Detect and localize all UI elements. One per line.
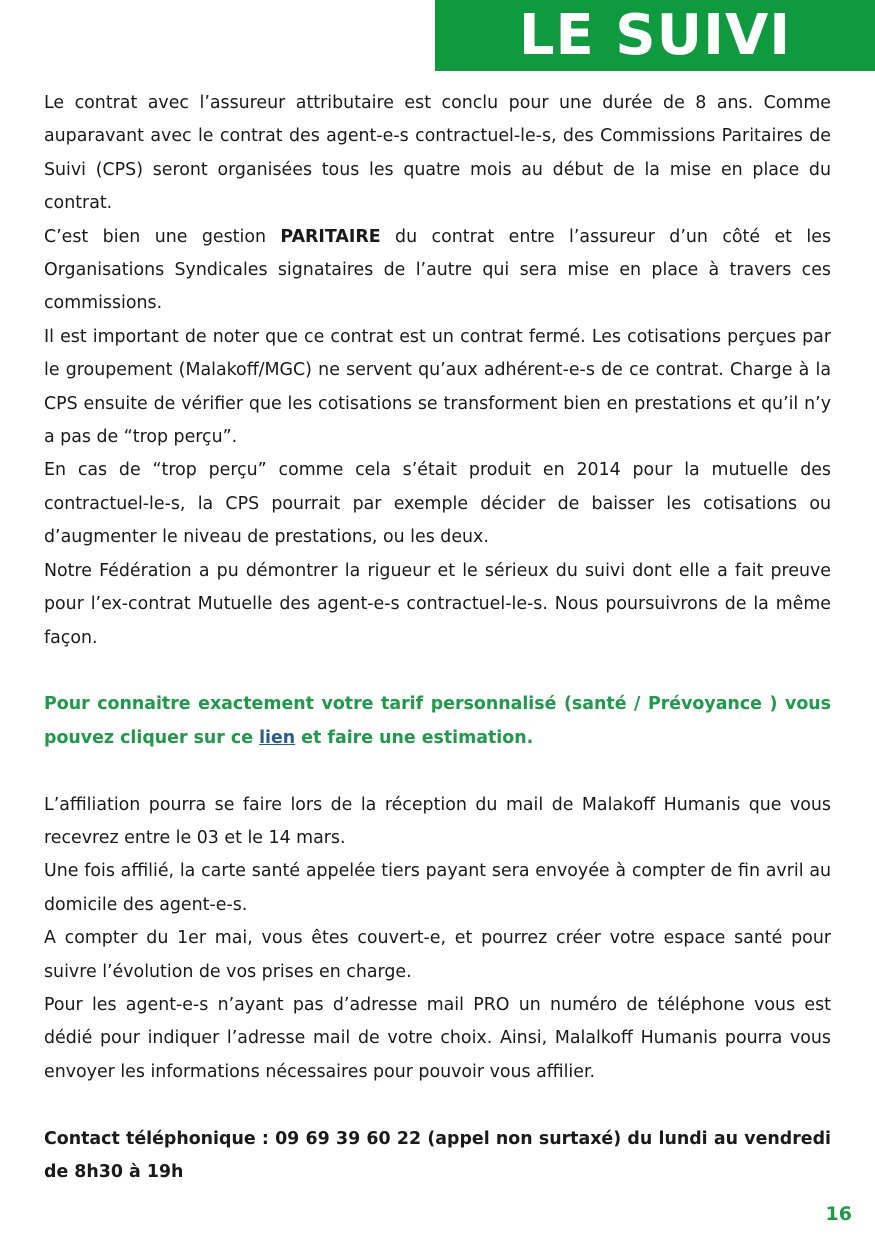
page-number: 16 <box>825 1203 852 1225</box>
section-title-banner <box>435 0 875 71</box>
paragraph-paritaire-text-b: du contrat entre l’assureur d’un côté et les Organisations Syndicales signataires de l’autre qui sera mise en place à travers ces commissions. <box>44 226 832 314</box>
paragraph-contract-duration: Le contrat avec l’assureur attributaire est conclu pour une durée de 8 ans. Comme auparavant avec le contrat des agent-e-s contractuel-le-s, des Commissions Paritaires de Suivi (CPS) seront organisées tous les quatre mois au début de la mise en place du contrat. <box>44 93 831 214</box>
paragraph-paritaire <box>44 221 831 321</box>
estimation-text-b: et faire une estimation. <box>295 727 534 748</box>
paragraph-carte-sante: Une fois affilié, la carte santé appelée tiers payant sera envoyée à compter de fin avril au domicile des agent-e-s. <box>44 861 831 915</box>
paragraph-federation: Notre Fédération a pu démontrer la rigueur et le sérieux du suivi dont elle a fait preuve pour l’ex-contrat Mutuelle des agent-e-s contractuel-le-s. Nous poursuivrons de la même façon. <box>44 560 831 648</box>
estimation-callout <box>44 688 831 755</box>
document-body <box>44 87 831 1189</box>
estimation-link[interactable]: lien <box>259 727 296 748</box>
paragraph-no-pro-mail: Pour les agent-e-s n’ayant pas d’adresse mail PRO un numéro de téléphone vous est dédié pour indiquer l’adresse mail de votre choix. Ainsi, Malalkoff Humanis pourra vous envoyer les informations nécessaires pour pouvoir vous affilier. <box>44 994 831 1082</box>
spacer <box>44 655 831 688</box>
paragraph-couverture: A compter du 1er mai, vous êtes couvert-e, et pourrez créer votre espace santé pour suivre l’évolution de vos prises en charge. <box>44 928 831 982</box>
paragraph-closed-contract: Il est important de noter que ce contrat est un contrat fermé. Les cotisations perçues par le groupement (Malakoff/MGC) ne servent qu’aux adhérent-e-s de ce contrat. Charge à la CPS ensuite de vérifier que les cotisations se transforment bien en prestations et qu’il n’y a pas de “trop perçu”. <box>44 326 831 448</box>
section-title: LE SUIVI <box>518 3 792 68</box>
paragraph-paritaire-text-a: C’est bien une gestion <box>44 226 281 247</box>
contact-phone: Contact téléphonique : 09 69 39 60 22 (appel non surtaxé) du lundi au vendredi de 8h30 à 19h <box>44 1128 831 1182</box>
paritaire-emphasis: PARITAIRE <box>280 226 381 247</box>
spacer <box>44 1089 831 1122</box>
estimation-text-a: Pour connaitre exactement votre tarif personnalisé (santé / Prévoyance ) vous pouvez cliquer sur ce <box>44 694 831 748</box>
paragraph-affiliation-mail: L’affiliation pourra se faire lors de la réception du mail de Malakoff Humanis que vous recevrez entre le 03 et le 14 mars. <box>44 794 831 848</box>
paragraph-trop-percu: En cas de “trop perçu” comme cela s’était produit en 2014 pour la mutuelle des contractuel-le-s, la CPS pourrait par exemple décider de baisser les cotisations ou d’augmenter le niveau de prestations, ou les deux. <box>44 460 831 548</box>
spacer <box>44 755 831 788</box>
